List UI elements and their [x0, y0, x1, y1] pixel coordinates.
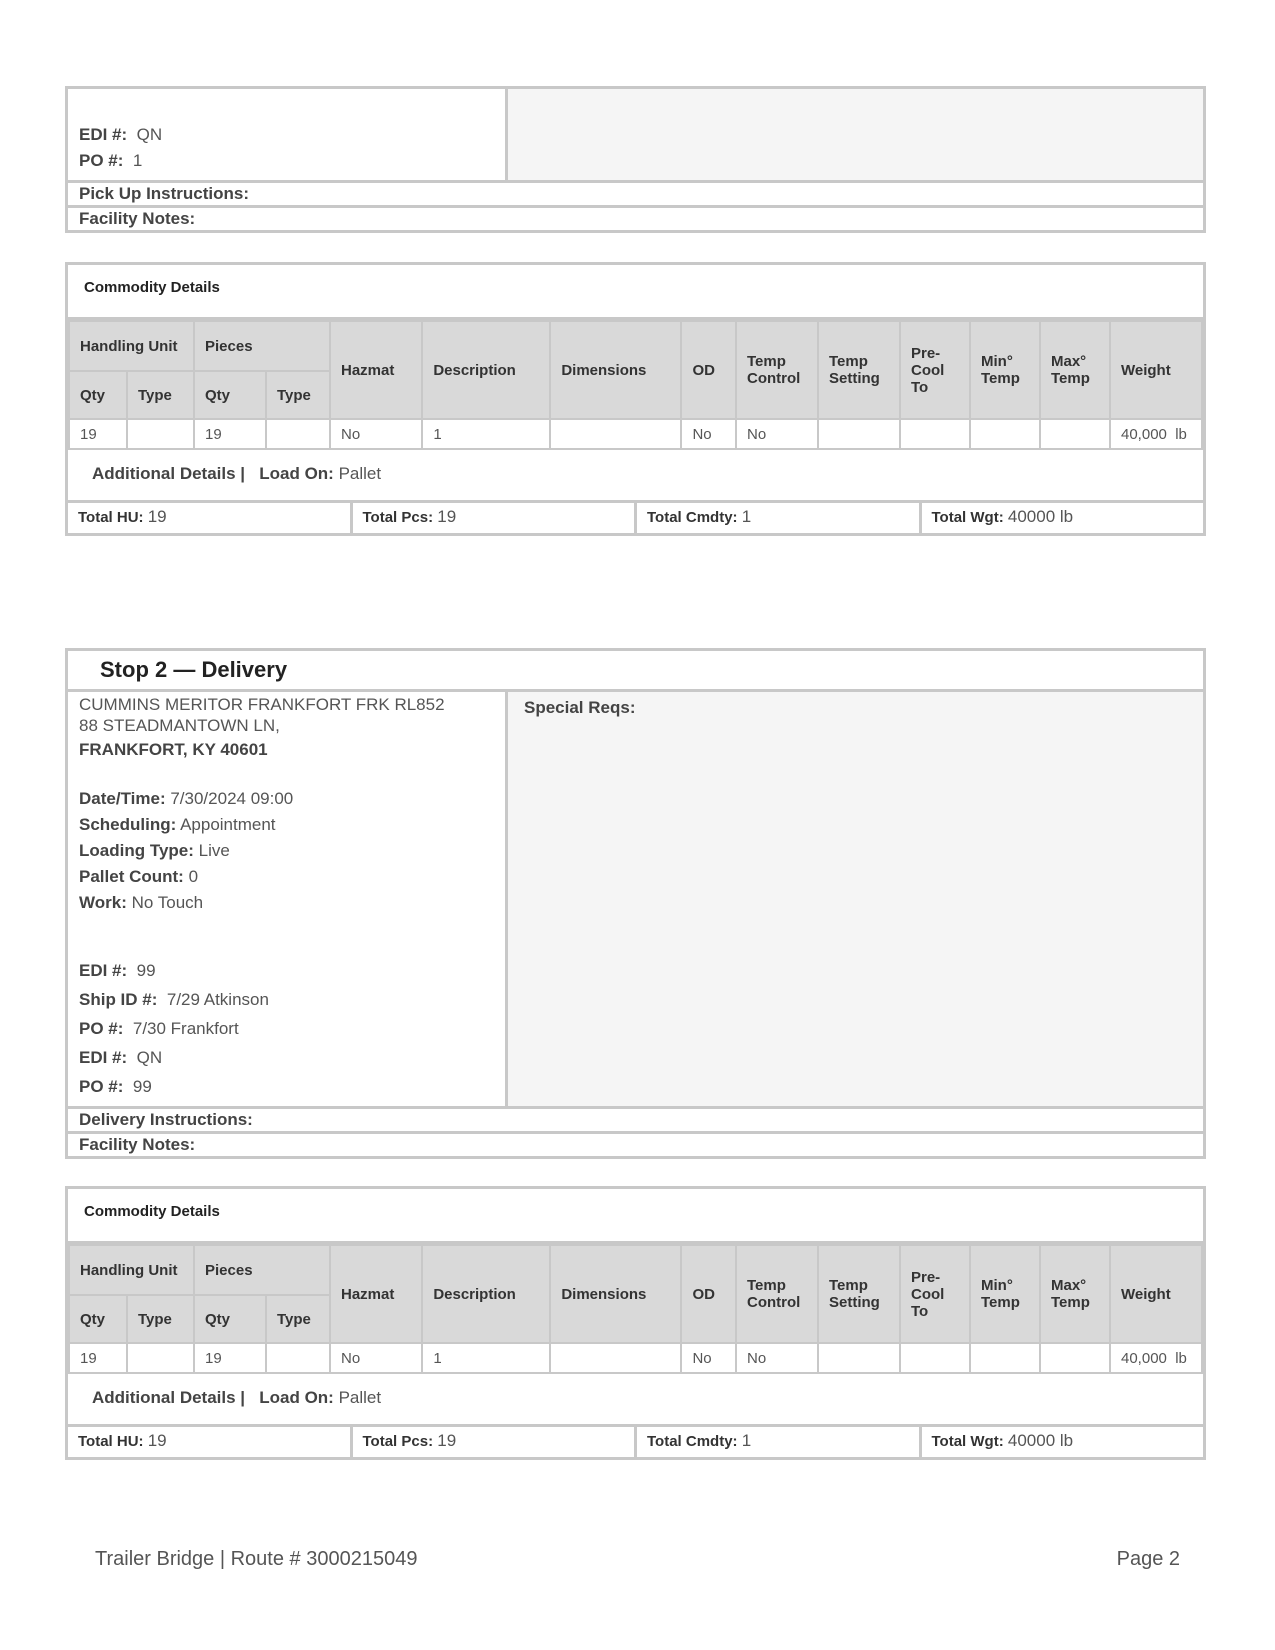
- weight-header: Weight: [1110, 1245, 1202, 1343]
- commodity-title: Commodity Details: [68, 265, 1203, 320]
- hu-qty-header: Qty: [69, 371, 127, 419]
- pcs-qty-cell: 19: [194, 1343, 266, 1373]
- dimensions-header: Dimensions: [550, 1245, 681, 1343]
- description-cell: 1: [422, 1343, 550, 1373]
- commodity-details-2: [65, 1186, 1206, 1460]
- dimensions-header: Dimensions: [550, 321, 681, 419]
- max-temp-cell: [1040, 419, 1110, 449]
- footer-route: Trailer Bridge | Route # 3000215049: [95, 1548, 418, 1570]
- edi-value-2: QN: [136, 1048, 163, 1067]
- temp-control-header: Temp Control: [736, 1245, 818, 1343]
- pcs-qty-header: Qty: [194, 1295, 266, 1343]
- edi-value: QN: [136, 125, 163, 144]
- load-on-value: Pallet: [338, 1388, 382, 1407]
- footer-page-number: Page 2: [1116, 1548, 1180, 1570]
- min-temp-header: Min° Temp: [970, 321, 1040, 419]
- pcs-type-header: Type: [266, 1295, 330, 1343]
- total-hu-label: Total HU:: [78, 1433, 144, 1450]
- total-cmdty-label: Total Cmdty:: [647, 1433, 738, 1450]
- city-state-zip: FRANKFORT, KY 40601: [79, 740, 268, 759]
- load-on-label: Load On:: [259, 464, 334, 483]
- weight-header: Weight: [1110, 321, 1202, 419]
- temp-control-header: Temp Control: [736, 321, 818, 419]
- hu-type-cell: [127, 419, 194, 449]
- additional-details-label: Additional Details |: [92, 464, 246, 483]
- total-wgt-value: 40000 lb: [1007, 1431, 1074, 1450]
- stop2-heading: Stop 2 — Delivery: [68, 651, 1203, 692]
- po-label: PO #:: [79, 151, 124, 170]
- weight-cell: 40,000 lb: [1110, 1343, 1202, 1373]
- totals-row: [68, 1427, 1203, 1457]
- address-line: 88 STEADMANTOWN LN,: [79, 716, 280, 735]
- min-temp-cell: [970, 419, 1040, 449]
- datetime-label: Date/Time:: [79, 789, 166, 808]
- od-cell: No: [681, 419, 736, 449]
- po-value: 7/30 Frankfort: [132, 1019, 239, 1038]
- od-header: OD: [681, 1245, 736, 1343]
- max-temp-header: Max° Temp: [1040, 321, 1110, 419]
- datetime-value: 7/30/2024 09:00: [170, 789, 294, 808]
- description-header: Description: [422, 1245, 550, 1343]
- pre-cool-cell: [900, 419, 970, 449]
- company-name: CUMMINS MERITOR FRANKFORT FRK RL852: [79, 695, 445, 714]
- stop2-block: [65, 648, 1206, 1159]
- load-on-label: Load On:: [259, 1388, 334, 1407]
- hazmat-header: Hazmat: [330, 321, 422, 419]
- total-hu-value: 19: [147, 1431, 167, 1450]
- total-wgt-label: Total Wgt:: [931, 509, 1004, 526]
- edi-label-2: EDI #:: [79, 1048, 128, 1067]
- commodity-title: Commodity Details: [68, 1189, 1203, 1244]
- load-on-value: Pallet: [338, 464, 382, 483]
- total-cmdty-value: 1: [741, 507, 752, 526]
- pcs-type-cell: [266, 419, 330, 449]
- dimensions-cell: [550, 419, 681, 449]
- special-reqs-panel: [508, 89, 1203, 180]
- delivery-instructions: Delivery Instructions:: [68, 1109, 1203, 1134]
- total-pcs-value: 19: [437, 1431, 457, 1450]
- table-row: [69, 419, 1202, 449]
- od-cell: No: [681, 1343, 736, 1373]
- total-cmdty-value: 1: [741, 1431, 752, 1450]
- hu-type-cell: [127, 1343, 194, 1373]
- hu-qty-cell: 19: [69, 419, 127, 449]
- commodity-details-1: [65, 262, 1206, 536]
- total-pcs-label: Total Pcs:: [362, 1433, 434, 1450]
- temp-setting-header: Temp Setting: [818, 321, 900, 419]
- temp-setting-header: Temp Setting: [818, 1245, 900, 1343]
- scheduling-label: Scheduling:: [79, 815, 177, 834]
- facility-notes: Facility Notes:: [79, 1135, 196, 1154]
- hazmat-header: Hazmat: [330, 1245, 422, 1343]
- totals-row: [68, 503, 1203, 533]
- temp-setting-cell: [818, 1343, 900, 1373]
- commodity-table: [68, 1244, 1203, 1374]
- hu-type-header: Type: [127, 371, 194, 419]
- pickup-instructions: Pick Up Instructions:: [68, 183, 1203, 208]
- work-value: No Touch: [131, 893, 204, 912]
- edi-label: EDI #:: [79, 961, 128, 980]
- handling-unit-header: Handling Unit: [69, 321, 194, 371]
- additional-details-label: Additional Details |: [92, 1388, 246, 1407]
- total-wgt-label: Total Wgt:: [931, 1433, 1004, 1450]
- total-hu-value: 19: [147, 507, 167, 526]
- temp-setting-cell: [818, 419, 900, 449]
- edi-label: EDI #:: [79, 125, 128, 144]
- loading-type-value: Live: [198, 841, 230, 860]
- pallet-count-value: 0: [188, 867, 199, 886]
- hazmat-cell: No: [330, 1343, 422, 1373]
- pallet-count-label: Pallet Count:: [79, 867, 184, 886]
- stop1-info-block: [65, 86, 1206, 233]
- hu-qty-header: Qty: [69, 1295, 127, 1343]
- temp-control-cell: No: [736, 1343, 818, 1373]
- description-cell: 1: [422, 419, 550, 449]
- po-label: PO #:: [79, 1019, 124, 1038]
- max-temp-cell: [1040, 1343, 1110, 1373]
- temp-control-cell: No: [736, 419, 818, 449]
- facility-notes: Facility Notes:: [79, 209, 196, 228]
- po-label-2: PO #:: [79, 1077, 124, 1096]
- commodity-table: [68, 320, 1203, 450]
- edi-value: 99: [136, 961, 156, 980]
- pre-cool-cell: [900, 1343, 970, 1373]
- pcs-qty-cell: 19: [194, 419, 266, 449]
- scheduling-value: Appointment: [180, 815, 276, 834]
- min-temp-cell: [970, 1343, 1040, 1373]
- min-temp-header: Min° Temp: [970, 1245, 1040, 1343]
- hu-type-header: Type: [127, 1295, 194, 1343]
- description-header: Description: [422, 321, 550, 419]
- po-value: 1: [132, 151, 143, 170]
- total-cmdty-label: Total Cmdty:: [647, 509, 738, 526]
- hazmat-cell: No: [330, 419, 422, 449]
- total-pcs-value: 19: [437, 507, 457, 526]
- total-wgt-value: 40000 lb: [1007, 507, 1074, 526]
- pre-cool-header: Pre-Cool To: [900, 321, 970, 419]
- special-reqs-label: Special Reqs:: [524, 698, 636, 717]
- total-pcs-label: Total Pcs:: [362, 509, 434, 526]
- pcs-type-header: Type: [266, 371, 330, 419]
- loading-type-label: Loading Type:: [79, 841, 194, 860]
- weight-cell: 40,000 lb: [1110, 419, 1202, 449]
- total-hu-label: Total HU:: [78, 509, 144, 526]
- pcs-qty-header: Qty: [194, 371, 266, 419]
- hu-qty-cell: 19: [69, 1343, 127, 1373]
- pcs-type-cell: [266, 1343, 330, 1373]
- work-label: Work:: [79, 893, 127, 912]
- od-header: OD: [681, 321, 736, 419]
- po-value-2: 99: [132, 1077, 152, 1096]
- ship-id-label: Ship ID #:: [79, 990, 158, 1009]
- pieces-header: Pieces: [194, 321, 330, 371]
- pieces-header: Pieces: [194, 1245, 330, 1295]
- ship-id-value: 7/29 Atkinson: [166, 990, 269, 1009]
- pre-cool-header: Pre-Cool To: [900, 1245, 970, 1343]
- handling-unit-header: Handling Unit: [69, 1245, 194, 1295]
- dimensions-cell: [550, 1343, 681, 1373]
- additional-details: [68, 1374, 1203, 1427]
- max-temp-header: Max° Temp: [1040, 1245, 1110, 1343]
- additional-details: [68, 450, 1203, 503]
- special-reqs-panel: [508, 692, 1203, 1106]
- table-row: [69, 1343, 1202, 1373]
